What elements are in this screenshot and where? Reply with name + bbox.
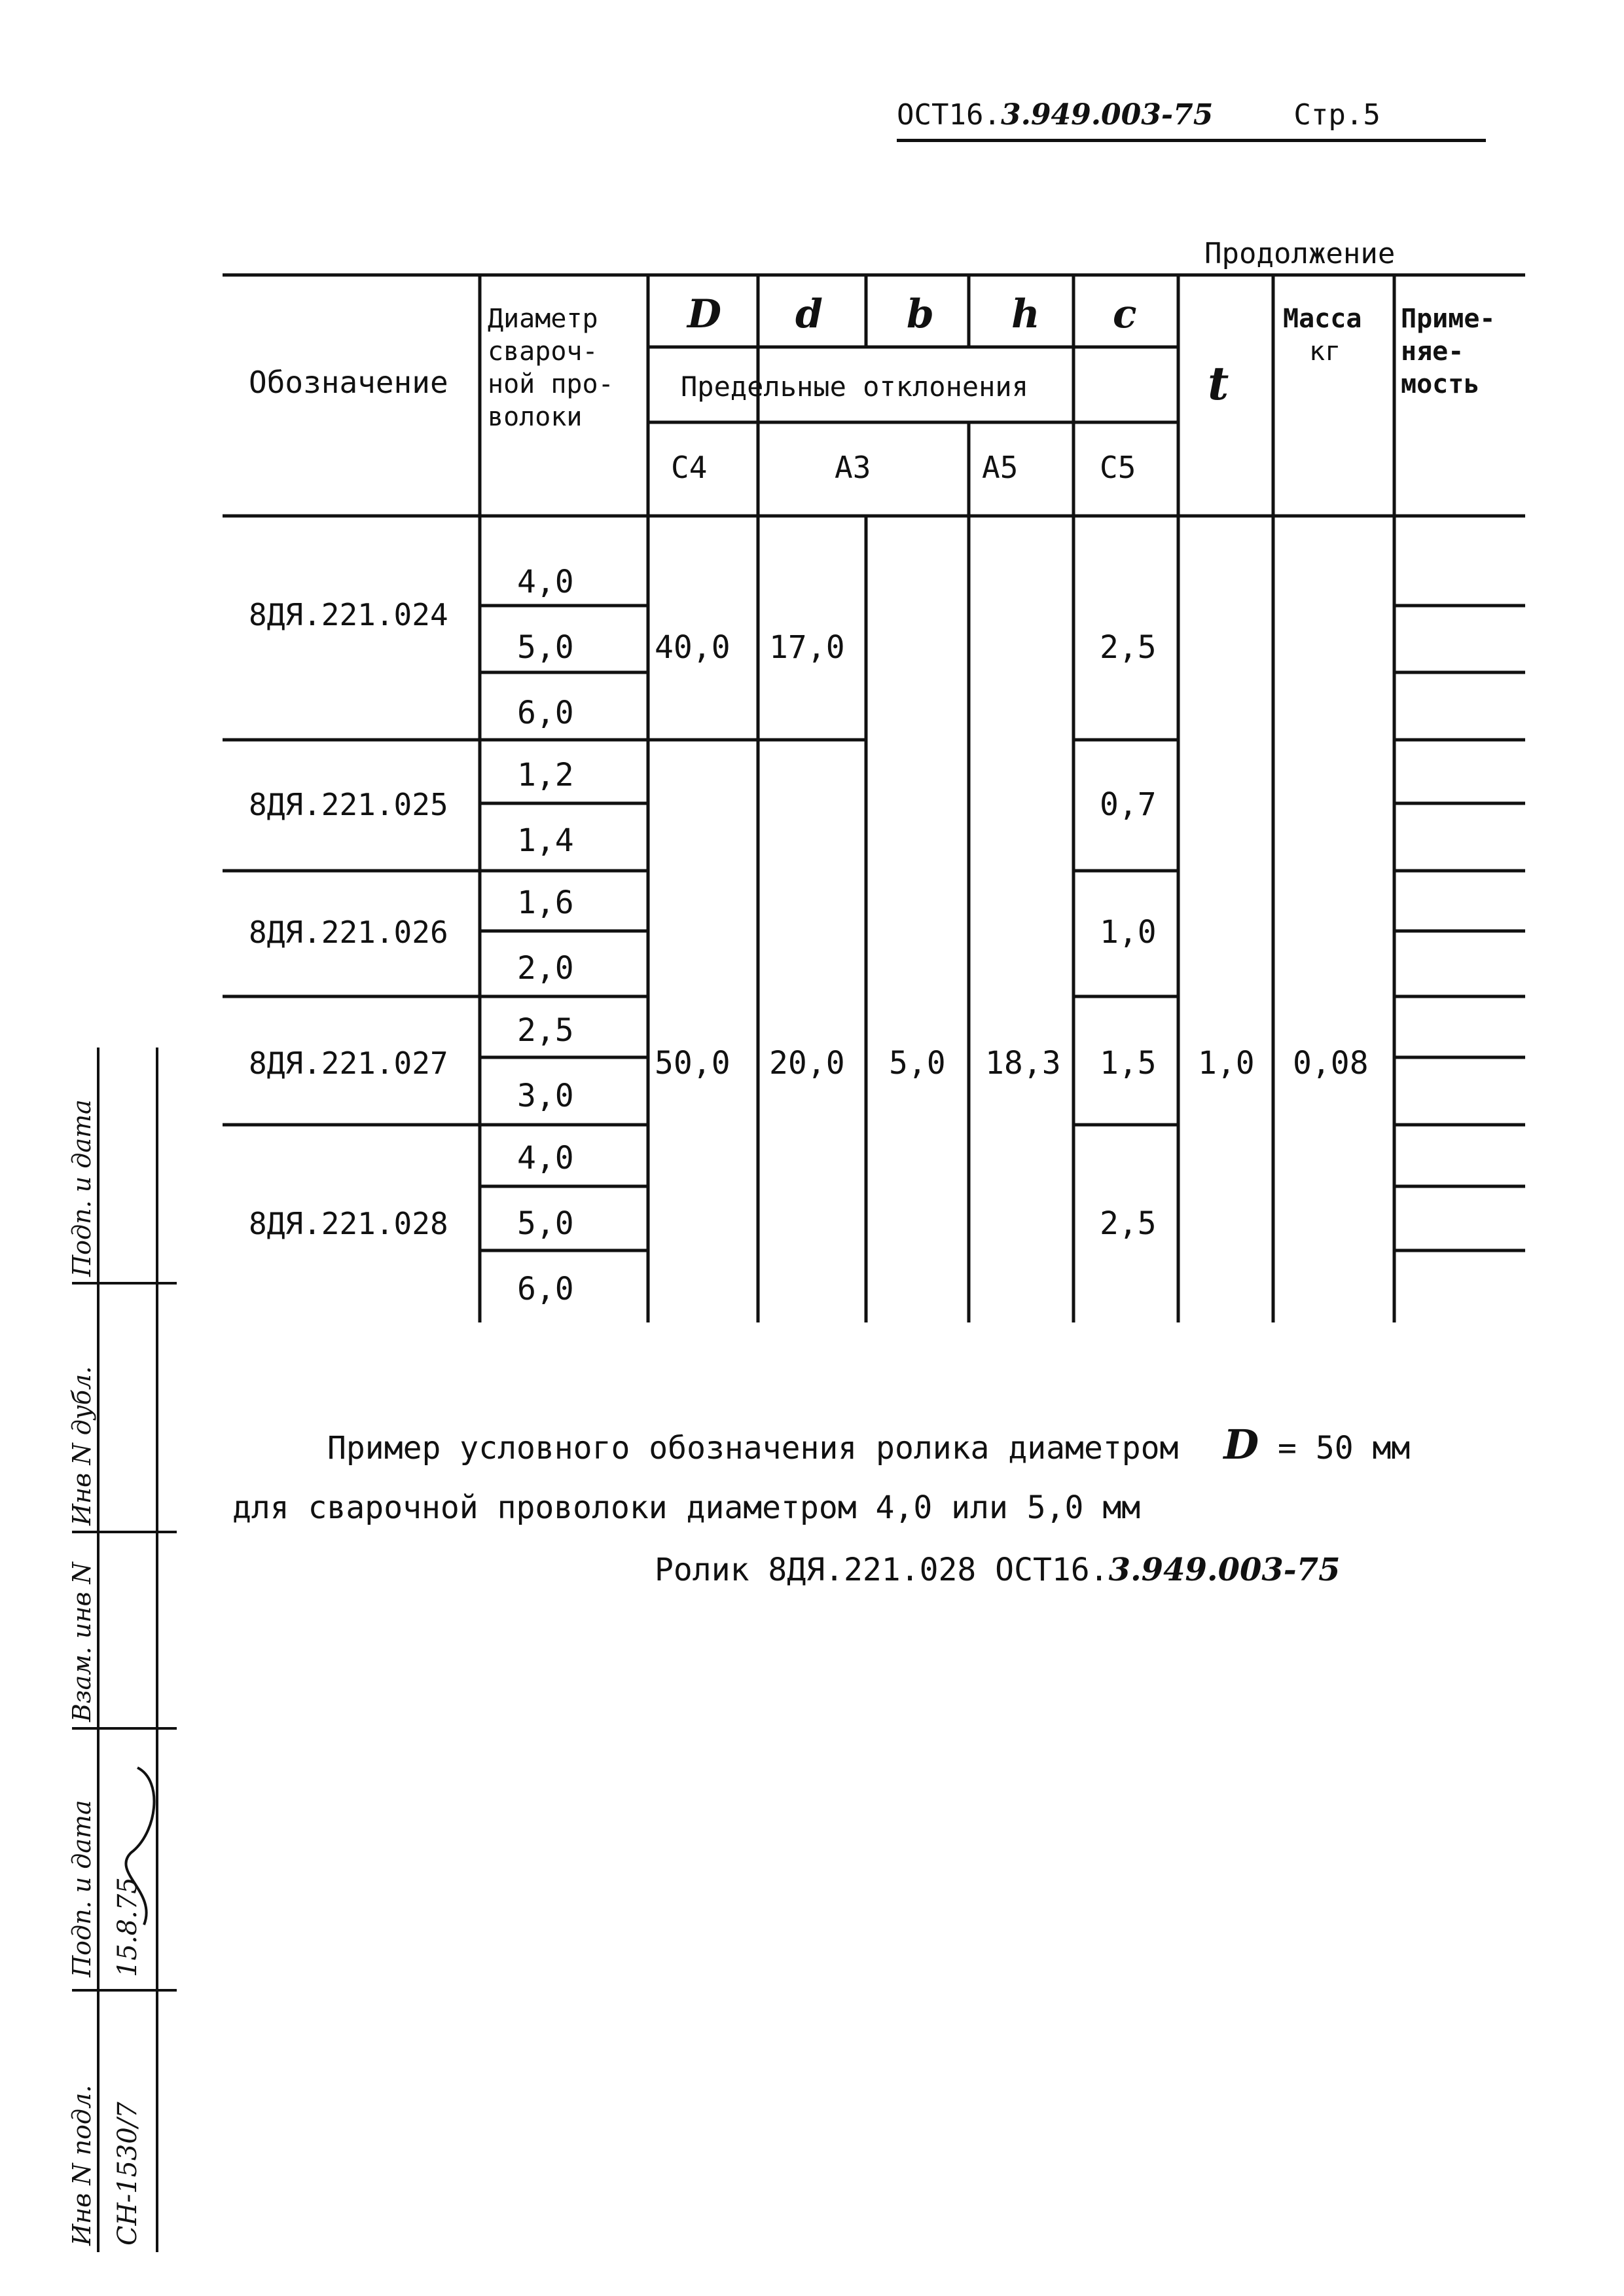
standard-prefix: ОСТ16.	[897, 98, 1001, 132]
tol-A5: A5	[982, 450, 1019, 485]
stamp-replace-label: Взам. инв N	[67, 1562, 96, 1722]
col-D: D	[687, 291, 722, 337]
row1-designation: 8ДЯ.221.024	[249, 597, 448, 632]
col-c: c	[1113, 291, 1137, 337]
col-wire-2: сварoч-	[488, 337, 598, 367]
stamp-inv-label: Инв N подл.	[67, 2085, 96, 2246]
shared-mass: 0,08	[1293, 1045, 1369, 1082]
row5-wire-2: 5,0	[517, 1205, 574, 1242]
row1-D: 40,0	[655, 629, 731, 666]
standard-number: 3.949.003-75	[1000, 98, 1214, 132]
stamp-sign-label-1: Подп. и дата	[67, 1800, 96, 1977]
row3-designation: 8ДЯ.221.026	[249, 915, 448, 950]
col-applic-2: няе-	[1401, 337, 1464, 367]
row4-c: 1,5	[1100, 1045, 1157, 1082]
example-line-2: для сварочной проволоки диаметром 4,0 или 5,0 мм	[232, 1489, 1141, 1526]
shared-d: 20,0	[769, 1045, 845, 1082]
shared-h: 18,3	[985, 1045, 1061, 1082]
col-wire-3: ной про-	[488, 369, 614, 399]
row5-wire-1: 4,0	[517, 1140, 574, 1176]
tol-C5: C5	[1100, 450, 1136, 485]
col-mass-1: Масса	[1283, 304, 1362, 334]
page-label: Стр.5	[1293, 98, 1380, 132]
stamp-dup-label: Инв N дубл.	[67, 1366, 96, 1525]
example-line-3	[655, 1552, 1341, 1588]
row1-wire-3: 6,0	[517, 695, 574, 731]
tol-C4: C4	[671, 450, 708, 485]
row2-wire-1: 1,2	[517, 757, 574, 793]
col-wire-4: волоки	[488, 402, 583, 432]
margin-stamp	[59, 1048, 177, 2252]
continuation-label: Продолжение	[1204, 237, 1396, 270]
stamp-date-value: 15.8.75	[113, 1877, 143, 1977]
example-line-1-value: = 50 мм	[1278, 1430, 1411, 1467]
col-wire-1: Диаметр	[488, 304, 598, 334]
limit-deviations: Предельные отклонения	[681, 371, 1029, 403]
col-d: d	[795, 291, 823, 337]
col-h: h	[1011, 291, 1040, 337]
example-line-1	[327, 1421, 1410, 1468]
example-line-1-symbol: D	[1223, 1421, 1259, 1468]
example-line-1-text: Пример условного обозначения ролика диаметром	[327, 1430, 1179, 1467]
row1-wire-1: 4,0	[517, 564, 574, 600]
row1-c: 2,5	[1100, 629, 1157, 666]
stamp-inv-value: СН-1530/7	[113, 2102, 143, 2246]
col-applic-3: мость	[1401, 369, 1480, 399]
col-mass-2: кг	[1309, 337, 1341, 367]
col-applic-1: Приме-	[1401, 304, 1496, 334]
row5-wire-3: 6,0	[517, 1271, 574, 1307]
row5-designation: 8ДЯ.221.028	[249, 1206, 448, 1241]
row4-wire-2: 3,0	[517, 1078, 574, 1114]
row1-d: 17,0	[769, 629, 845, 666]
row2-designation: 8ДЯ.221.025	[249, 787, 448, 822]
col-designation: Обозначение	[249, 365, 448, 400]
shared-D: 50,0	[655, 1045, 731, 1082]
row2-c: 0,7	[1100, 786, 1157, 823]
shared-t: 1,0	[1198, 1045, 1255, 1082]
row4-designation: 8ДЯ.221.027	[249, 1046, 448, 1081]
row5-c: 2,5	[1100, 1205, 1157, 1242]
col-b: b	[907, 291, 934, 337]
row3-wire-2: 2,0	[517, 950, 574, 987]
row3-c: 1,0	[1100, 914, 1157, 951]
col-t: t	[1208, 356, 1229, 410]
example-line-3-text: Ролик 8ДЯ.221.028 ОСТ16.	[655, 1552, 1109, 1588]
stamp-sign-label-2: Подп. и дата	[67, 1099, 96, 1277]
tol-A3: A3	[835, 450, 871, 485]
row1-wire-2: 5,0	[517, 629, 574, 666]
shared-b: 5,0	[889, 1045, 946, 1082]
row4-wire-1: 2,5	[517, 1012, 574, 1049]
row2-wire-2: 1,4	[517, 822, 574, 859]
row3-wire-1: 1,6	[517, 884, 574, 921]
example-line-3-number: 3.949.003-75	[1108, 1552, 1341, 1588]
table-text	[249, 291, 1496, 1307]
